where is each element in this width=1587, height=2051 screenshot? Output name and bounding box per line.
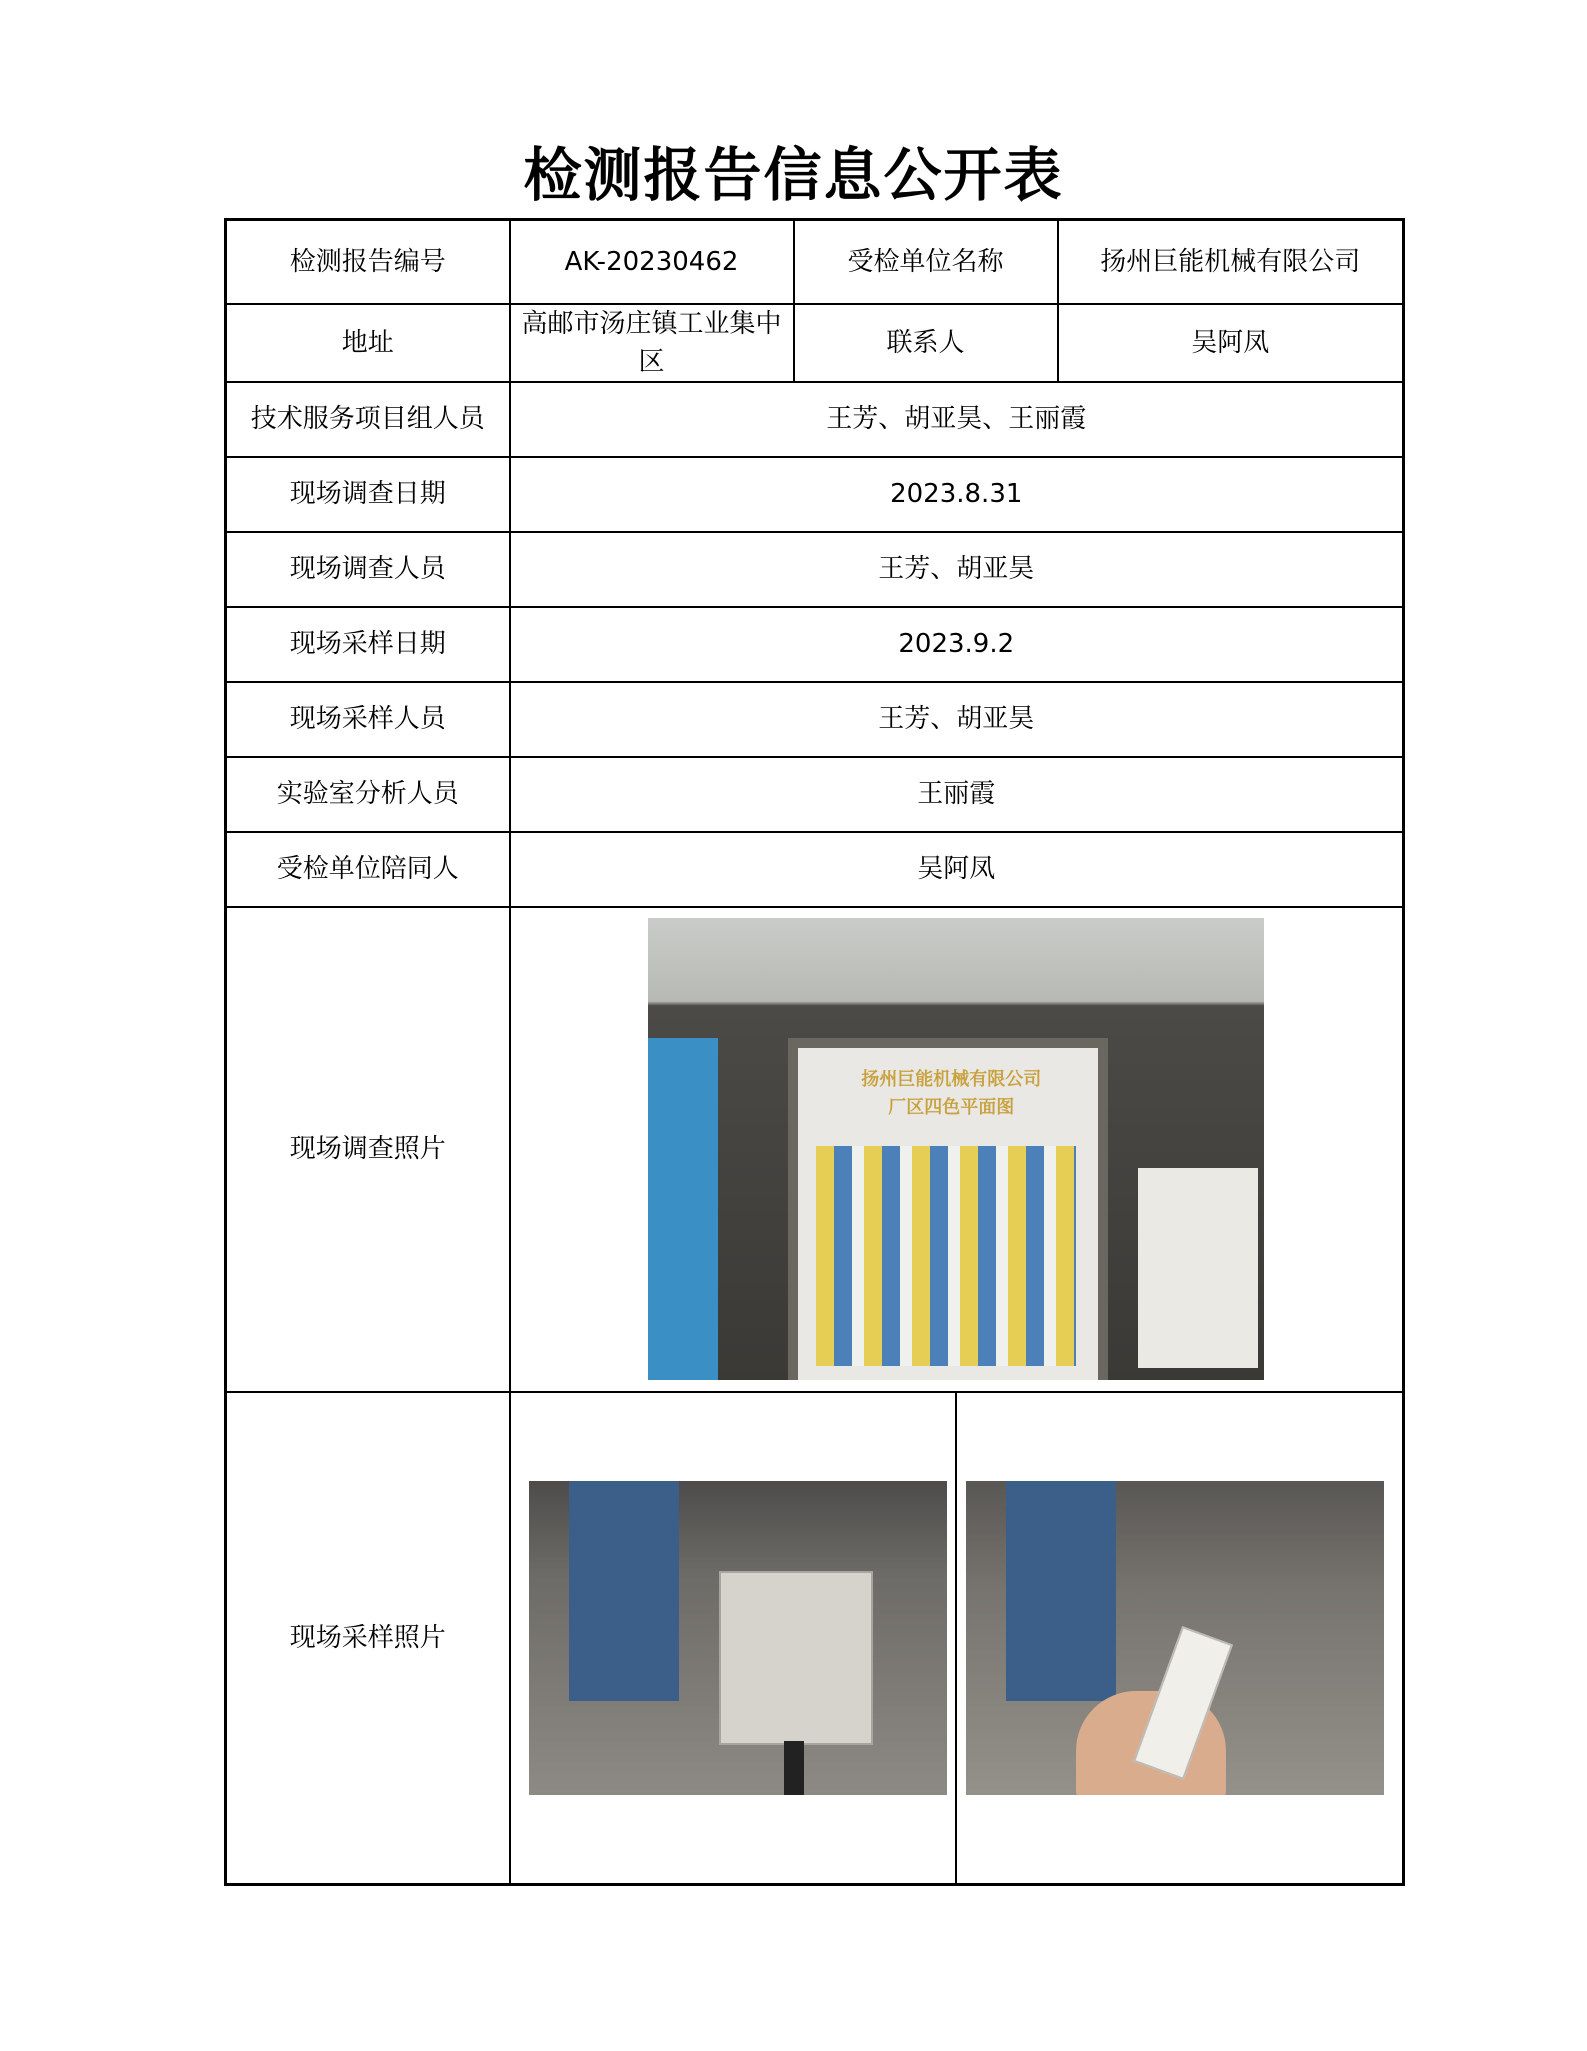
table-row: [226, 457, 1404, 532]
table-row-sampling-photo: [226, 1392, 1404, 1885]
wall-panel: [648, 1038, 718, 1380]
sampling-photo-right-cell: [955, 1393, 1392, 1884]
table-row: [226, 532, 1404, 607]
sampling-photo-row: [521, 1393, 1393, 1884]
worker-figure: [569, 1481, 679, 1701]
sampling-staff-label: 现场采样人员: [226, 682, 510, 757]
floor-plan-company: 扬州巨能机械有限公司: [861, 1069, 1042, 1090]
report-no-value: AK-20230462: [510, 220, 794, 304]
device-stand: [784, 1741, 804, 1795]
page-title: 检测报告信息公开表: [523, 141, 1064, 209]
team-members-label: 技术服务项目组人员: [226, 382, 510, 457]
sampling-photo-cell: [510, 1392, 1404, 1885]
table-row: [226, 682, 1404, 757]
survey-date-value: 2023.8.31: [510, 457, 1404, 532]
sampling-staff-value: 王芳、胡亚昊: [510, 682, 1404, 757]
table-row: [226, 607, 1404, 682]
survey-staff-label: 现场调查人员: [226, 532, 510, 607]
table-row: [226, 832, 1404, 907]
address-label: 地址: [226, 304, 510, 382]
table-row-report-info: [226, 220, 1404, 304]
report-no-label: 检测报告编号: [226, 220, 510, 304]
contact-label: 联系人: [794, 304, 1058, 382]
lab-analyst-label: 实验室分析人员: [226, 757, 510, 832]
sampling-photo-2: [966, 1481, 1384, 1795]
sampling-photo-label: 现场采样照片: [226, 1392, 510, 1885]
survey-date-label: 现场调查日期: [226, 457, 510, 532]
escort-value: 吴阿凤: [510, 832, 1404, 907]
lab-analyst-value: 王丽霞: [510, 757, 1404, 832]
team-members-value: 王芳、胡亚昊、王丽霞: [510, 382, 1404, 457]
floor-plan-heading: 厂区四色平面图: [888, 1097, 1015, 1118]
unit-name-label: 受检单位名称: [794, 220, 1058, 304]
sampling-photo-left-cell: [521, 1393, 956, 1884]
sampling-date-value: 2023.9.2: [510, 607, 1404, 682]
table-row: [226, 382, 1404, 457]
sampling-date-label: 现场采样日期: [226, 607, 510, 682]
unit-name-value: 扬州巨能机械有限公司: [1058, 220, 1404, 304]
table-row-survey-photo: [226, 907, 1404, 1392]
worker-figure: [1006, 1481, 1116, 1701]
table-row-address: [226, 304, 1404, 382]
survey-photo-cell: [510, 907, 1404, 1392]
address-value: 高邮市汤庄镇工业集中区: [510, 304, 794, 382]
sampling-photo-1: [529, 1481, 947, 1795]
table-row: [226, 757, 1404, 832]
survey-staff-value: 王芳、胡亚昊: [510, 532, 1404, 607]
floor-plan-board: [788, 1038, 1108, 1380]
sampling-device: [719, 1571, 873, 1745]
escort-label: 受检单位陪同人: [226, 832, 510, 907]
notice-poster: [1138, 1168, 1258, 1368]
survey-photo: [648, 918, 1264, 1380]
contact-value: 吴阿凤: [1058, 304, 1404, 382]
survey-photo-label: 现场调查照片: [226, 907, 510, 1392]
floor-plan-map: [816, 1146, 1076, 1366]
floor-plan-title: [816, 1066, 1086, 1122]
report-table: [224, 218, 1405, 1886]
